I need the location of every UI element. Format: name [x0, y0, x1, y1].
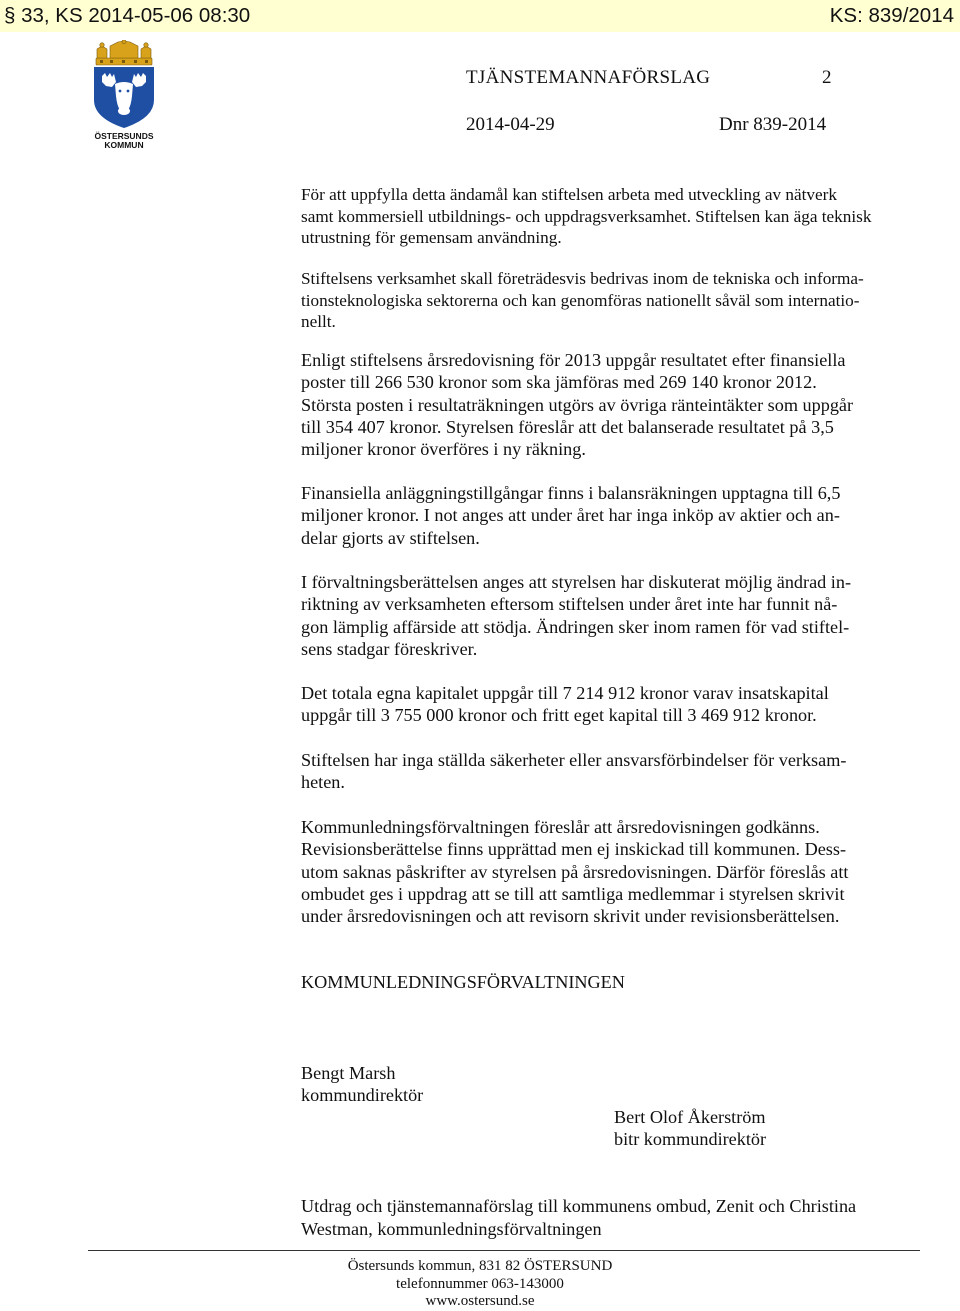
- text-line: under årsredovisningen och att revisorn skrivit under revisionsberättelsen.: [301, 906, 840, 927]
- text-line: Enligt stiftelsens årsredovisning för 2013 uppgår resultatet efter finansiella: [301, 350, 846, 370]
- logo-text-line2: KOMMUN: [104, 140, 144, 150]
- text-line: sens stadgar föreskriver.: [301, 638, 478, 659]
- text-line: gon lämplig affärside att stödja. Ändringen sker inom ramen för vad stiftel-: [301, 616, 850, 637]
- text-line: miljoner kronor. I not anges att under året har inga inköp av aktier och an-: [301, 505, 840, 526]
- signatory: [301, 1062, 423, 1106]
- footer-address: Östersunds kommun, 831 82 ÖSTERSUND: [347, 1258, 613, 1274]
- page-footer: [0, 1258, 960, 1311]
- text-line: Westman, kommunledningsförvaltningen: [301, 1218, 602, 1239]
- text-line: delar gjorts av stiftelsen.: [301, 527, 480, 548]
- text-line: ombudet ges i uppdrag att se till att samtliga medlemmar i styrelsen skrivit: [301, 883, 845, 904]
- text-line: Största posten i resultaträkningen utgörs av övriga ränteintäkter som uppgår: [301, 394, 854, 415]
- paragraph: [301, 349, 921, 460]
- paragraph: [301, 184, 921, 249]
- paragraph: [301, 816, 921, 927]
- text-line: heten.: [301, 772, 345, 793]
- text-line: För att uppfylla detta ändamål kan stiftelsen arbeta med utveckling av nätverk: [301, 185, 837, 204]
- page-number: 2: [822, 67, 832, 88]
- text-line: nellt.: [301, 312, 336, 331]
- diary-number: Dnr 839-2014: [719, 114, 827, 135]
- text-line: samt kommersiell utbildnings- och uppdragsverksamhet. Stiftelsen kan äga teknisk: [301, 206, 872, 226]
- text-line: riktning av verksamheten eftersom stiftelsen under året inte har funnit nå-: [301, 594, 838, 615]
- text-line: poster till 266 530 kronor som ska jämföras med 269 140 kronor 2012.: [301, 372, 817, 393]
- footer-website-link[interactable]: www.ostersund.se: [425, 1293, 535, 1309]
- municipality-logo: [88, 40, 160, 150]
- signatory-title: kommundirektör: [301, 1085, 424, 1105]
- text-line: Finansiella anläggningstillgångar finns i balansräkningen upptagna till 6,5: [301, 483, 841, 503]
- text-line: Stiftelsen har inga ställda säkerheter eller ansvarsförbindelser för verksam-: [301, 750, 847, 770]
- logo-text-line1: ÖSTERSUNDS: [94, 131, 154, 141]
- text-line: Det totala egna kapitalet uppgår till 7 214 912 kronor varav insatskapital: [301, 683, 829, 703]
- text-line: Revisionsberättelse finns upprättad men ej inskickad till kommunen. Dess-: [301, 839, 847, 860]
- agenda-header-bar: [0, 0, 960, 32]
- paragraph: [301, 268, 921, 333]
- text-line: uppgår till 3 755 000 kronor och fritt eget kapital till 3 469 912 kronor.: [301, 705, 817, 726]
- signatory-title: bitr kommundirektör: [614, 1129, 767, 1149]
- department-name: KOMMUNLEDNINGSFÖRVALTNINGEN: [301, 972, 625, 992]
- agenda-item-label: § 33, KS 2014-05-06 08:30: [4, 4, 251, 27]
- text-line: miljoner kronor överföres i ny räkning.: [301, 439, 586, 460]
- text-line: Kommunledningsförvaltningen föreslår att årsredovisningen godkänns.: [301, 817, 820, 837]
- paragraph: [301, 571, 921, 660]
- document-type: TJÄNSTEMANNAFÖRSLAG: [466, 67, 711, 88]
- case-number: KS: 839/2014: [829, 4, 954, 27]
- text-line: till 354 407 kronor. Styrelsen föreslår att det balanserade resultatet på 3,5: [301, 416, 834, 437]
- text-line: Utdrag och tjänstemannaförslag till kommunens ombud, Zenit och Christina: [301, 1196, 857, 1216]
- text-line: I förvaltningsberättelsen anges att styrelsen har diskuterat möjlig ändrad in-: [301, 572, 852, 592]
- document-date: 2014-04-29: [466, 114, 555, 135]
- signatory: [614, 1106, 766, 1150]
- signatory-name: Bert Olof Åkerström: [614, 1107, 766, 1127]
- paragraph: [301, 749, 921, 794]
- text-line: Stiftelsens verksamhet skall företrädesvis bedrivas inom de tekniska och informa-: [301, 269, 864, 288]
- distribution-note: [301, 1195, 856, 1240]
- paragraph: [301, 482, 921, 549]
- text-line: tionsteknologiska sektorerna och kan genomföras nationellt såväl som internatio-: [301, 290, 860, 310]
- footer-phone: telefonnummer 063-143000: [396, 1275, 564, 1292]
- text-line: utrustning för gemensam användning.: [301, 228, 562, 247]
- text-line: utom saknas påskrifter av styrelsen på årsredovisningen. Därför föreslås att: [301, 861, 849, 882]
- signatory-name: Bengt Marsh: [301, 1063, 396, 1083]
- paragraph: [301, 682, 921, 727]
- footer-divider: [88, 1250, 920, 1251]
